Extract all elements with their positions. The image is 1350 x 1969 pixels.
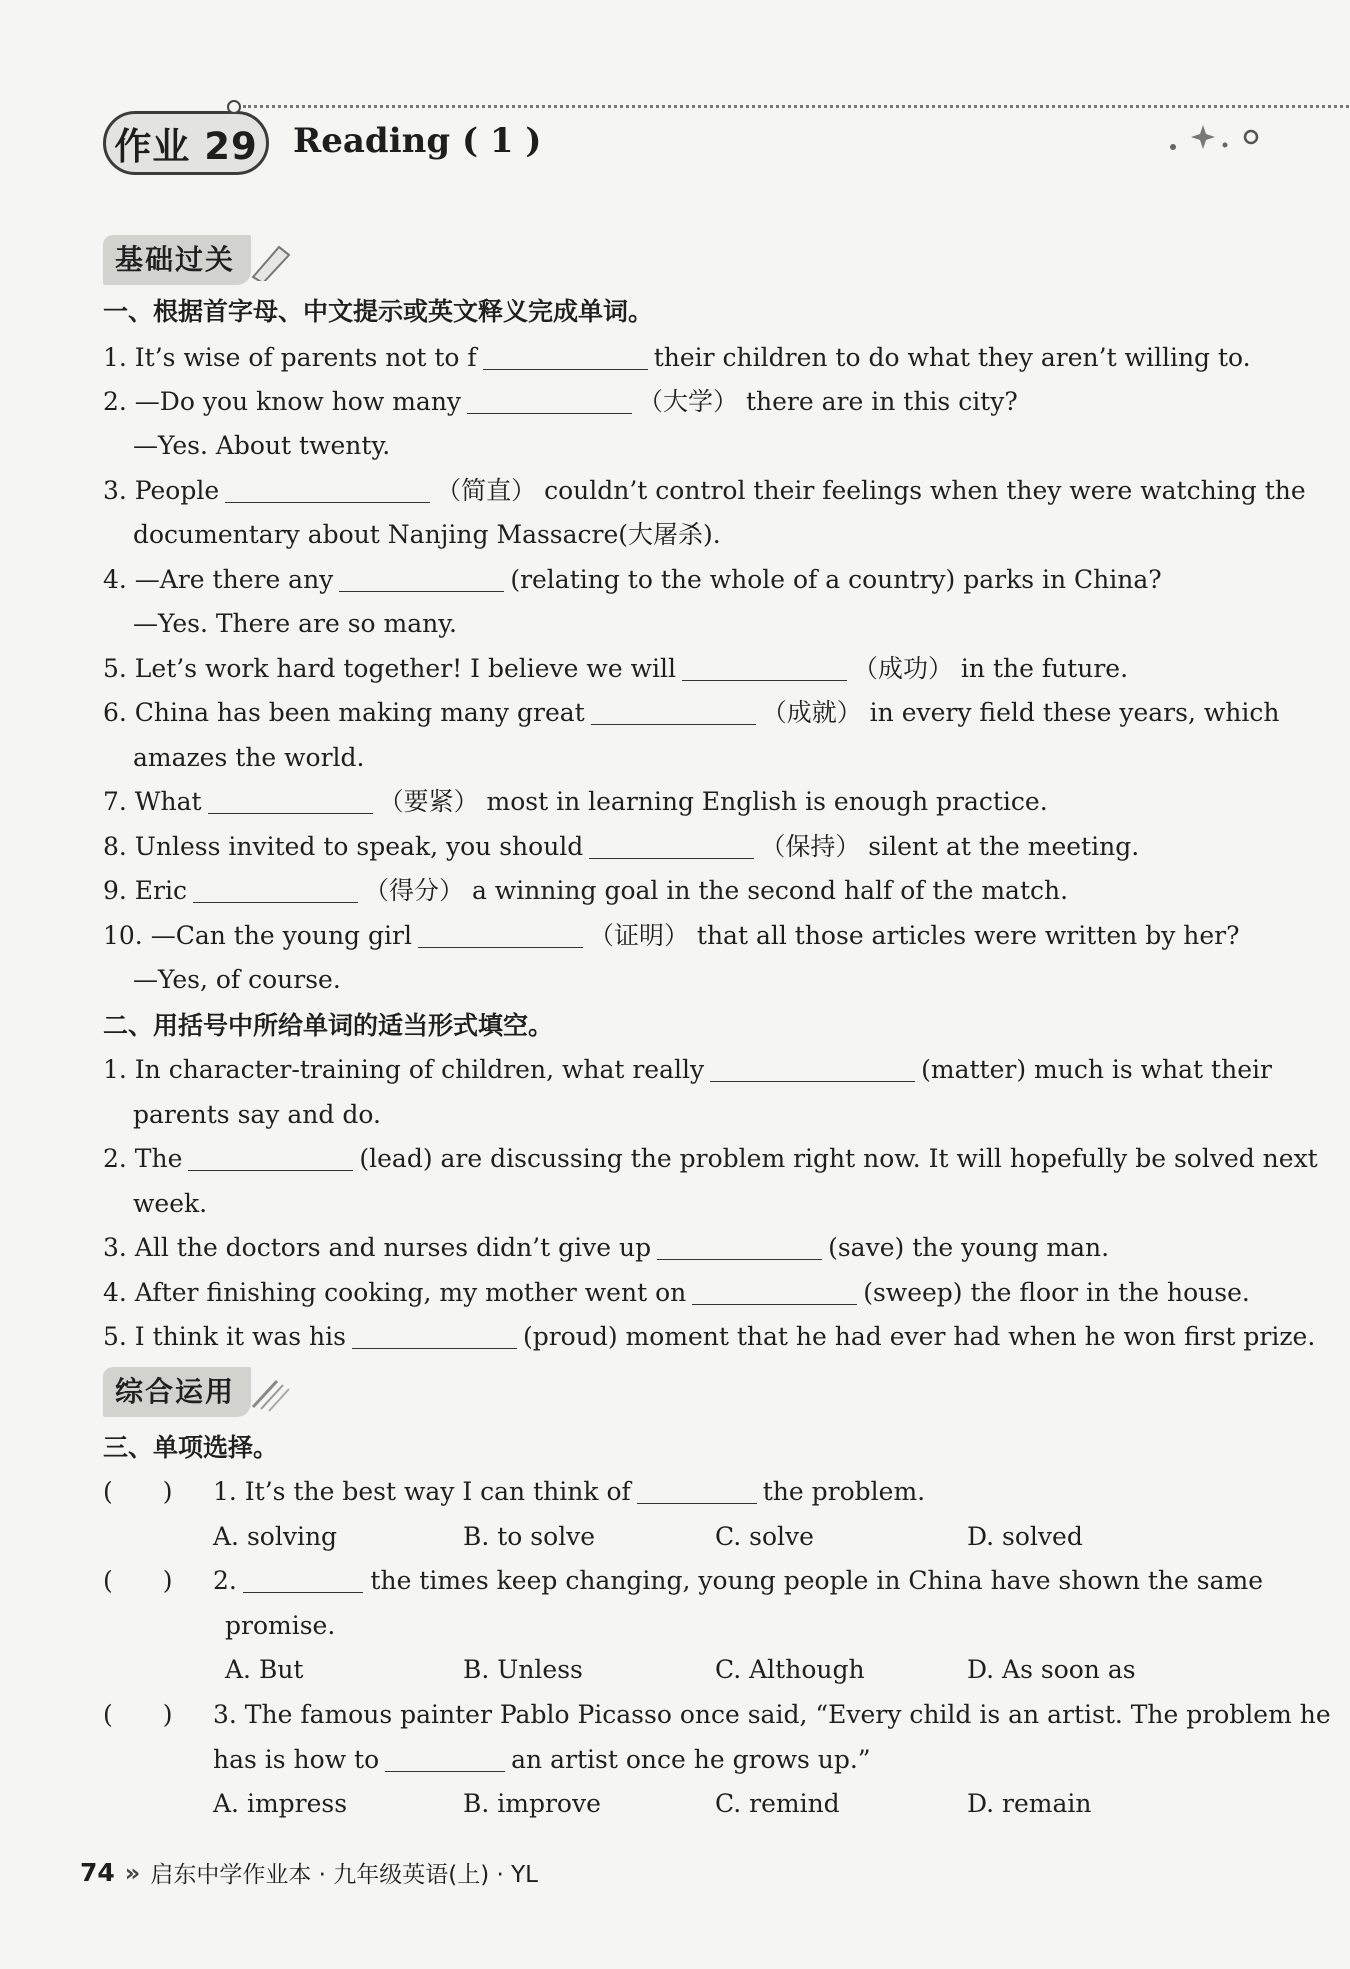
q-text: 3. People [103, 476, 220, 505]
q-text: 5. I think it was his [103, 1322, 346, 1351]
brush-icon [249, 1373, 295, 1413]
option-a[interactable]: A. solving [213, 1522, 338, 1551]
q-text: (lead) are discussing the problem right now. It will hopefully be solved next [359, 1144, 1318, 1173]
answer-blank[interactable] [418, 945, 583, 948]
option-b[interactable]: B. improve [463, 1789, 601, 1818]
assignment-badge [103, 111, 269, 175]
q-text: （成功） in the future. [852, 654, 1129, 683]
pencil-icon [249, 241, 295, 281]
part2-q4 [103, 1275, 1263, 1311]
answer-blank[interactable] [692, 1302, 857, 1305]
q-text: 9. Eric [103, 876, 187, 905]
answer-blank[interactable] [710, 1079, 915, 1082]
double-chevron-icon: » [124, 1858, 141, 1887]
part3-q3-cont [213, 1742, 1213, 1778]
part1-q4-reply: —Yes. There are so many. [133, 609, 457, 638]
part3-q1 [213, 1474, 1263, 1510]
part1-q2-reply: —Yes. About twenty. [133, 431, 391, 460]
q-text: 3. All the doctors and nurses didn’t give up [103, 1233, 652, 1262]
answer-blank[interactable] [483, 367, 648, 370]
part1-q5 [103, 651, 1263, 687]
q-text: （成就） in every field these years, which [761, 698, 1280, 727]
q-text: (matter) much is what their [921, 1055, 1272, 1084]
part1-q9 [103, 873, 1263, 909]
q-text: 1. In character-training of children, what really [103, 1055, 705, 1084]
section-tag-comprehensive [103, 1367, 251, 1417]
assignment-number: 作业 29 [114, 125, 258, 168]
answer-blank[interactable] [339, 589, 504, 592]
badge-ornament [227, 100, 241, 114]
part1-q10 [103, 918, 1263, 954]
option-d[interactable]: D. solved [967, 1522, 1083, 1551]
part1-q3 [103, 473, 1306, 509]
book-title: 启东中学作业本 · 九年级英语(上) · YL [150, 1862, 538, 1888]
q-text: (sweep) the floor in the house. [863, 1278, 1250, 1307]
part1-q4 [103, 562, 1263, 598]
part1-q6 [103, 695, 1280, 731]
part1-heading: 一、根据首字母、中文提示或英文释义完成单词。 [103, 297, 654, 326]
q-text: （大学） there are in this city? [638, 387, 1018, 416]
q-text: has is how to [213, 1745, 380, 1774]
answer-blank[interactable] [352, 1346, 517, 1349]
part2-q2-cont: week. [133, 1189, 208, 1218]
answer-blank[interactable] [467, 411, 632, 414]
option-c[interactable]: C. Although [715, 1655, 865, 1684]
part3-q2-cont: promise. [225, 1611, 336, 1640]
part3-heading: 三、单项选择。 [103, 1433, 279, 1462]
q-text: （简直） couldn’t control their feelings when they were watching the [436, 476, 1306, 505]
q-text: 2. The [103, 1144, 183, 1173]
answer-blank[interactable] [193, 900, 358, 903]
answer-blank[interactable] [682, 678, 847, 681]
option-d[interactable]: D. remain [967, 1789, 1092, 1818]
option-b[interactable]: B. to solve [463, 1522, 596, 1551]
q-text: 7. What [103, 787, 202, 816]
answer-blank[interactable] [591, 722, 756, 725]
part3-q3: 3. The famous painter Pablo Picasso once said, “Every child is an artist. The problem he [213, 1700, 1331, 1729]
q-text: 8. Unless invited to speak, you should [103, 832, 584, 861]
q-text: 2. [213, 1566, 237, 1595]
page-number: 74 [80, 1858, 115, 1887]
part2-q2 [103, 1141, 1318, 1177]
part1-q10-reply: —Yes, of course. [133, 965, 341, 994]
part1-q6-cont: amazes the world. [133, 743, 365, 772]
option-a[interactable]: A. But [225, 1655, 304, 1684]
option-c[interactable]: C. solve [715, 1522, 814, 1551]
q-text: 6. China has been making many great [103, 698, 585, 727]
q-text: 2. —Do you know how many [103, 387, 462, 416]
answer-blank[interactable] [385, 1769, 505, 1772]
q-text: the problem. [762, 1477, 926, 1506]
q-text: （要紧） most in learning English is enough practice. [378, 787, 1048, 816]
answer-paren[interactable]: ( ) [103, 1477, 173, 1506]
section-tag-basic-label: 基础过关 [115, 243, 236, 276]
part2-q1-cont: parents say and do. [133, 1100, 381, 1129]
answer-blank[interactable] [589, 856, 754, 859]
answer-blank[interactable] [657, 1257, 822, 1260]
part1-q3-cont: documentary about Nanjing Massacre(大屠杀). [133, 520, 721, 549]
dotted-header-rule [243, 105, 1350, 108]
q-text: (save) the young man. [828, 1233, 1110, 1262]
answer-blank[interactable] [188, 1168, 353, 1171]
part2-heading: 二、用括号中所给单词的适当形式填空。 [103, 1011, 554, 1040]
q-text: 1. It’s wise of parents not to f [103, 343, 477, 372]
q-text: （保持） silent at the meeting. [760, 832, 1140, 861]
part2-q1 [103, 1052, 1272, 1088]
answer-blank[interactable] [208, 811, 373, 814]
page-footer [80, 1856, 538, 1889]
q-text: the times keep changing, young people in China have shown the same [370, 1566, 1263, 1595]
answer-blank[interactable] [243, 1590, 363, 1593]
option-c[interactable]: C. remind [715, 1789, 840, 1818]
answer-blank[interactable] [637, 1501, 757, 1504]
q-text: （证明） that all those articles were written by her? [588, 921, 1240, 950]
section-tag-comprehensive-label: 综合运用 [115, 1375, 236, 1408]
q-text: an artist once he grows up.” [511, 1745, 871, 1774]
q-text: 4. After finishing cooking, my mother went on [103, 1278, 687, 1307]
q-text: 5. Let’s work hard together! I believe we will [103, 654, 676, 683]
q-text: their children to do what they aren’t willing to. [653, 343, 1251, 372]
part2-q3 [103, 1230, 1263, 1266]
answer-paren[interactable]: ( ) [103, 1700, 173, 1729]
page-header [103, 105, 1263, 185]
option-a[interactable]: A. impress [213, 1789, 348, 1818]
page-title: Reading ( 1 ) [293, 121, 542, 161]
q-text: 10. —Can the young girl [103, 921, 412, 950]
q-text: （得分） a winning goal in the second half of the match. [364, 876, 1069, 905]
part1-q8 [103, 829, 1263, 865]
part1-q2 [103, 384, 1263, 420]
sparkle-icon [1163, 117, 1263, 157]
part1-q7 [103, 784, 1263, 820]
part3-q2 [213, 1563, 1263, 1599]
answer-blank[interactable] [225, 500, 430, 503]
part1-q1 [103, 340, 1263, 376]
q-text: (relating to the whole of a country) parks in China? [510, 565, 1162, 594]
q-text: 1. It’s the best way I can think of [213, 1477, 631, 1506]
answer-paren[interactable]: ( ) [103, 1566, 173, 1595]
q-text: 4. —Are there any [103, 565, 334, 594]
part2-q5 [103, 1319, 1316, 1355]
option-b[interactable]: B. Unless [463, 1655, 583, 1684]
option-d[interactable]: D. As soon as [967, 1655, 1136, 1684]
q-text: (proud) moment that he had ever had when he won first prize. [522, 1322, 1316, 1351]
section-tag-basic [103, 235, 251, 285]
